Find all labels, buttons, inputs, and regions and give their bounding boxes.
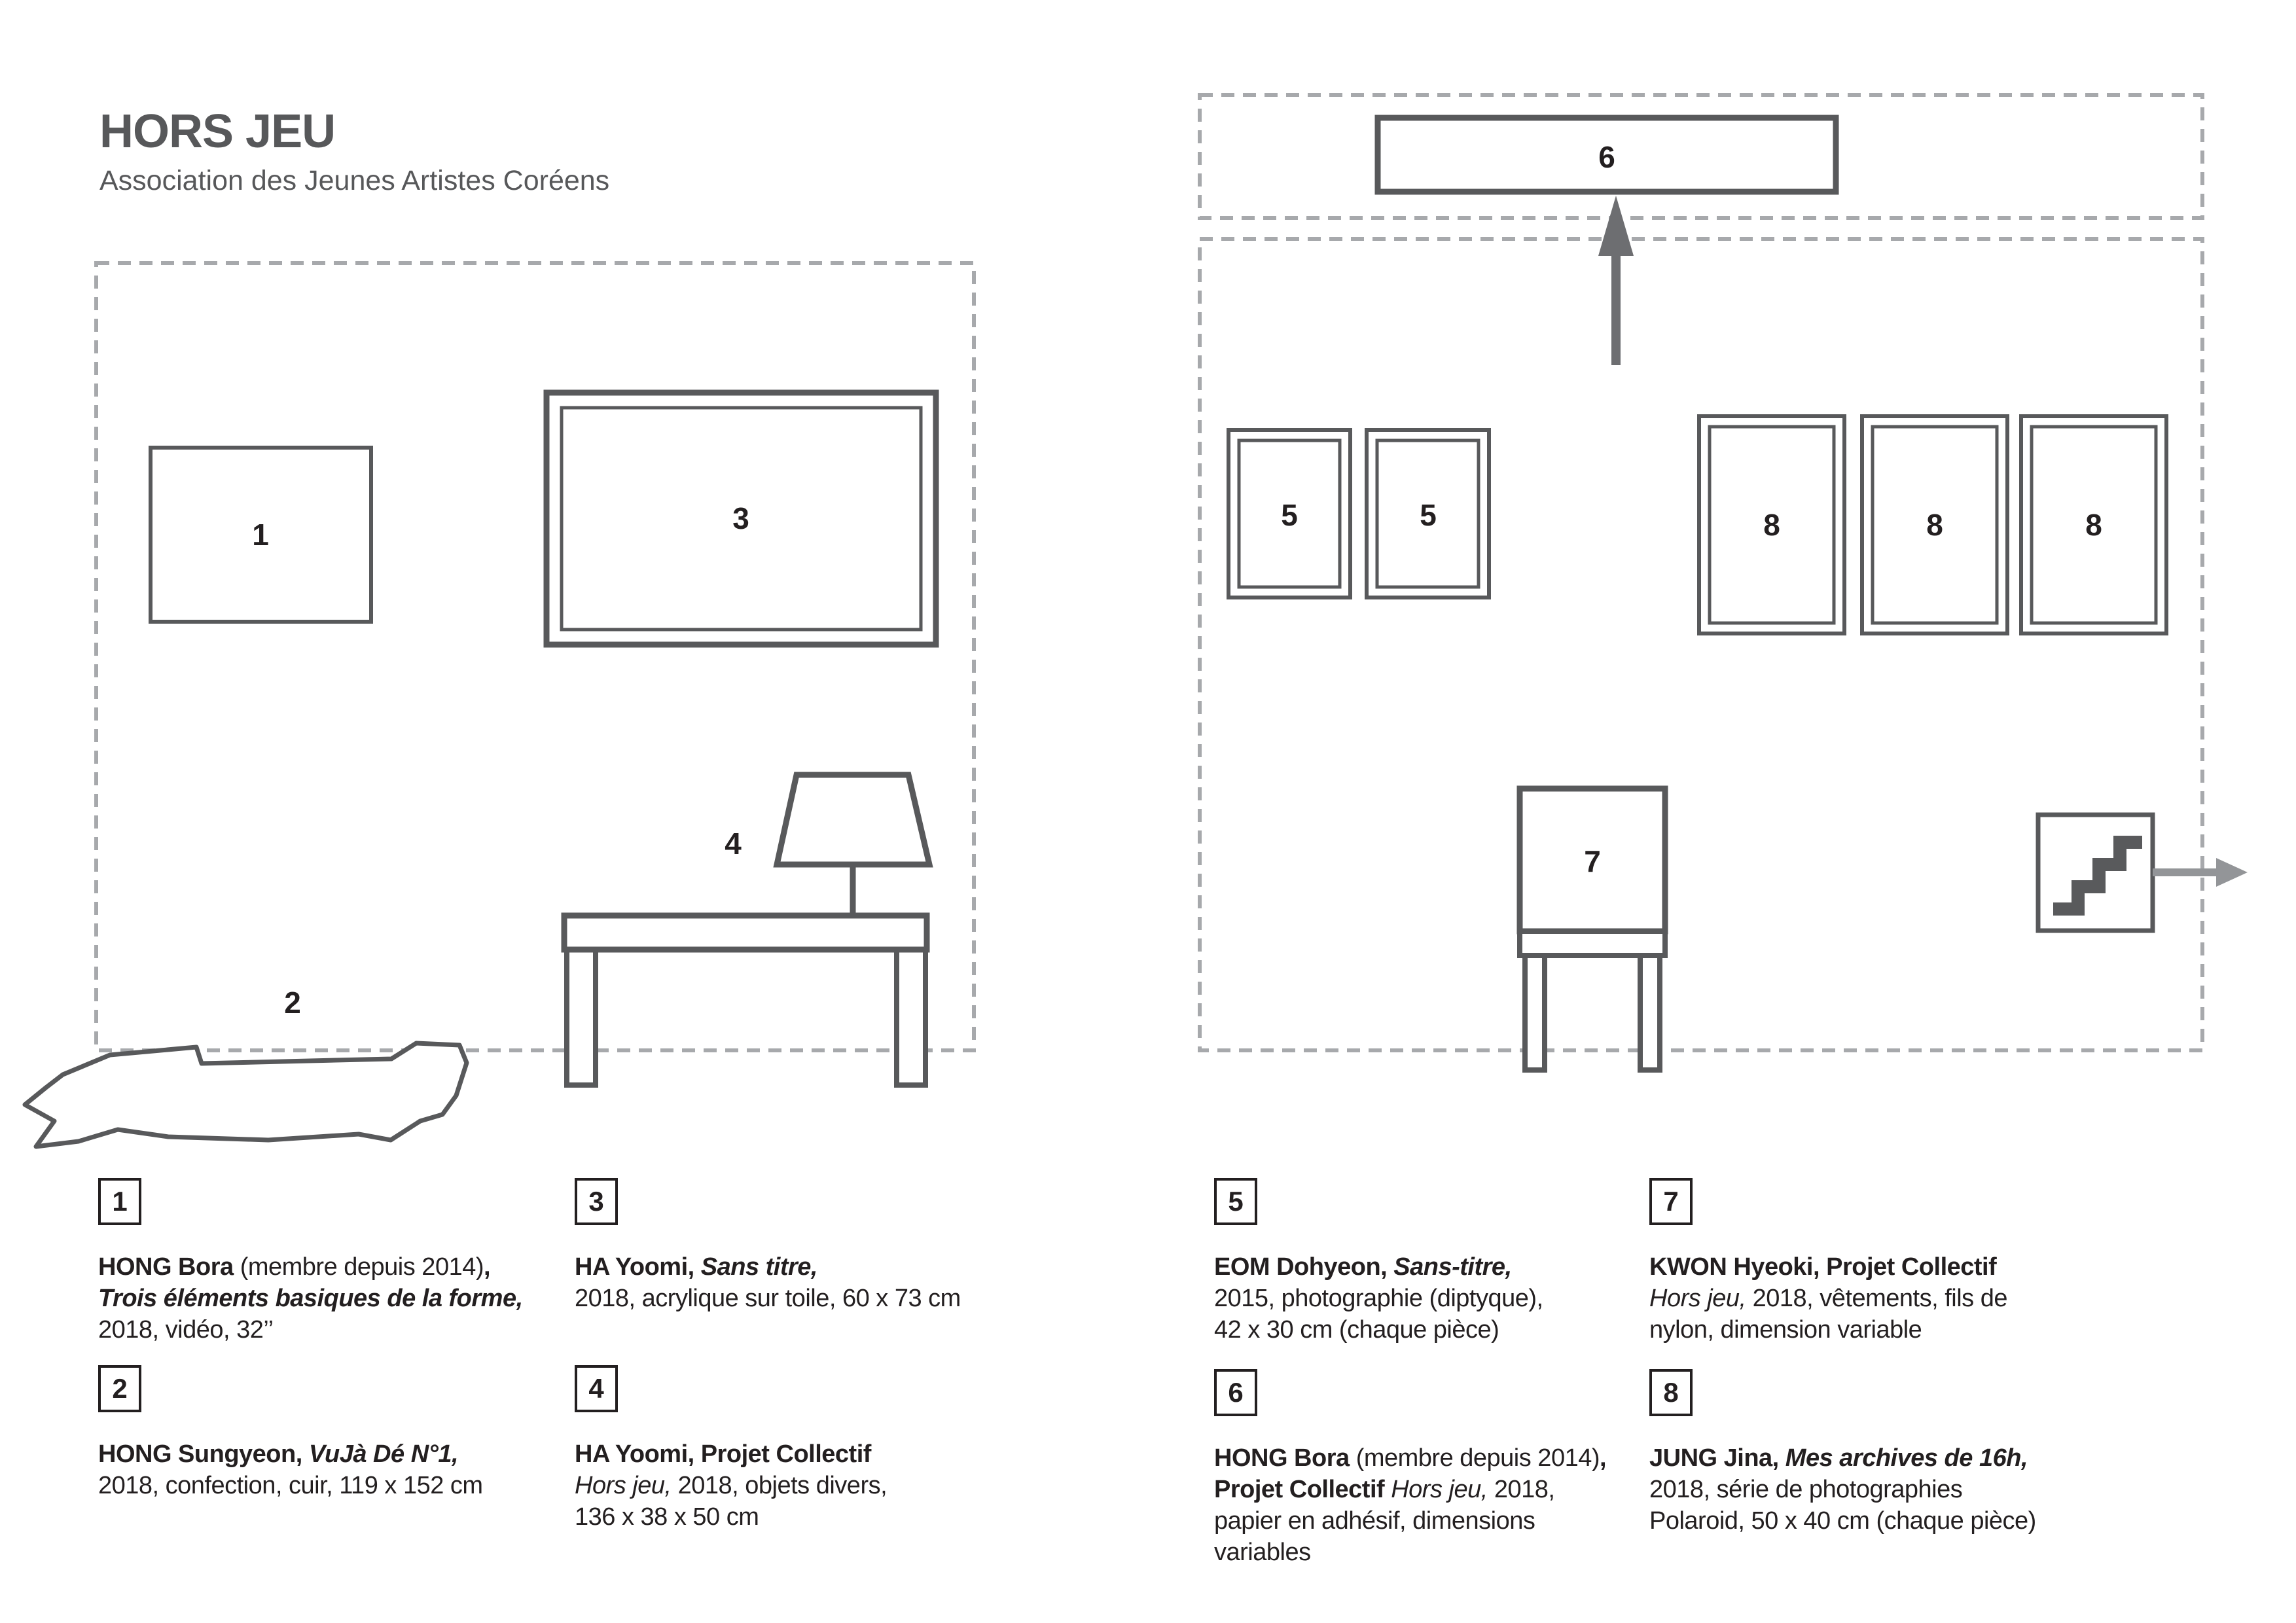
page-subtitle: Association des Jeunes Artistes Coréens (99, 165, 610, 196)
legend-line: KWON Hyeoki, Projet Collectif (1649, 1253, 1997, 1281)
legend-item-2 (98, 1365, 530, 1501)
legend-number-box-3: 3 (575, 1178, 618, 1225)
chair-icon (1520, 789, 1665, 1070)
stairs-icon (2038, 815, 2153, 931)
marker-2: 2 (284, 986, 301, 1020)
legend-line: HONG Bora (membre depuis 2014), (98, 1253, 491, 1281)
marker-4: 4 (725, 827, 742, 861)
legend-line: HONG Bora (membre depuis 2014), (1214, 1444, 1607, 1472)
legend-text-2 (98, 1438, 530, 1501)
legend-item-5 (1214, 1178, 1646, 1346)
legend-item-1 (98, 1178, 530, 1346)
up-arrow-icon (1598, 196, 1634, 365)
marker-8c: 8 (2085, 508, 2102, 542)
marker-5a: 5 (1281, 498, 1298, 532)
legend-number-box-2: 2 (98, 1365, 141, 1412)
legend-line: Projet Collectif Hors jeu, 2018, (1214, 1476, 1555, 1503)
lamp-icon (777, 775, 929, 916)
marker-3: 3 (732, 501, 749, 535)
legend-line: HA Yoomi, Sans titre, (575, 1253, 817, 1281)
legend-line: 2018, série de photographies (1649, 1476, 1963, 1503)
legend-line: papier en adhésif, dimensions (1214, 1507, 1535, 1535)
legend-number-box-6: 6 (1214, 1369, 1257, 1416)
legend-line: 136 x 38 x 50 cm (575, 1503, 759, 1531)
legend-item-8 (1649, 1369, 2081, 1537)
table-icon (564, 916, 927, 1085)
marker-6: 6 (1598, 140, 1615, 174)
marker-8b: 8 (1926, 508, 1943, 542)
legend-line: Hors jeu, 2018, vêtements, fils de (1649, 1285, 2007, 1312)
legend-line: 42 x 30 cm (chaque pièce) (1214, 1316, 1499, 1344)
legend-text-7 (1649, 1251, 2081, 1346)
legend-item-6 (1214, 1369, 1646, 1568)
legend-text-4 (575, 1438, 1007, 1533)
legend-number-box-7: 7 (1649, 1178, 1693, 1225)
legend-item-3 (575, 1178, 1007, 1314)
marker-1: 1 (252, 518, 269, 552)
legend-text-6 (1214, 1442, 1646, 1568)
legend-text-1 (98, 1251, 530, 1346)
page-title: HORS JEU (99, 105, 336, 158)
legend-line: nylon, dimension variable (1649, 1316, 1922, 1344)
legend-item-4 (575, 1365, 1007, 1533)
legend-line: 2018, confection, cuir, 119 x 152 cm (98, 1472, 483, 1499)
legend-line: HONG Sungyeon, VuJà Dé N°1, (98, 1440, 459, 1468)
legend-line: HA Yoomi, Projet Collectif (575, 1440, 871, 1468)
legend-number-box-4: 4 (575, 1365, 618, 1412)
legend-line: EOM Dohyeon, Sans-titre, (1214, 1253, 1512, 1281)
legend-item-7 (1649, 1178, 2081, 1346)
exit-arrow-icon (2153, 858, 2248, 887)
legend-text-8 (1649, 1442, 2081, 1537)
legend-text-3 (575, 1251, 1007, 1314)
legend-line: variables (1214, 1539, 1311, 1566)
marker-8a: 8 (1763, 508, 1780, 542)
marker-7: 7 (1584, 844, 1601, 878)
legend-line: Hors jeu, 2018, objets divers, (575, 1472, 888, 1499)
artwork-5-frames (1229, 430, 1489, 597)
legend-number-box-8: 8 (1649, 1369, 1693, 1416)
legend-number-box-5: 5 (1214, 1178, 1257, 1225)
legend-line: JUNG Jina, Mes archives de 16h, (1649, 1444, 2028, 1472)
marker-5b: 5 (1420, 498, 1437, 532)
leather-piece-shape (25, 1043, 467, 1147)
legend-line: 2018, vidéo, 32’’ (98, 1316, 274, 1344)
legend-text-5 (1214, 1251, 1646, 1346)
legend-number-box-1: 1 (98, 1178, 141, 1225)
legend-line: 2015, photographie (diptyque), (1214, 1285, 1543, 1312)
legend-line: 2018, acrylique sur toile, 60 x 73 cm (575, 1285, 961, 1312)
legend-line: Polaroid, 50 x 40 cm (chaque pièce) (1649, 1507, 2036, 1535)
legend-line: Trois éléments basiques de la forme, (98, 1285, 523, 1312)
